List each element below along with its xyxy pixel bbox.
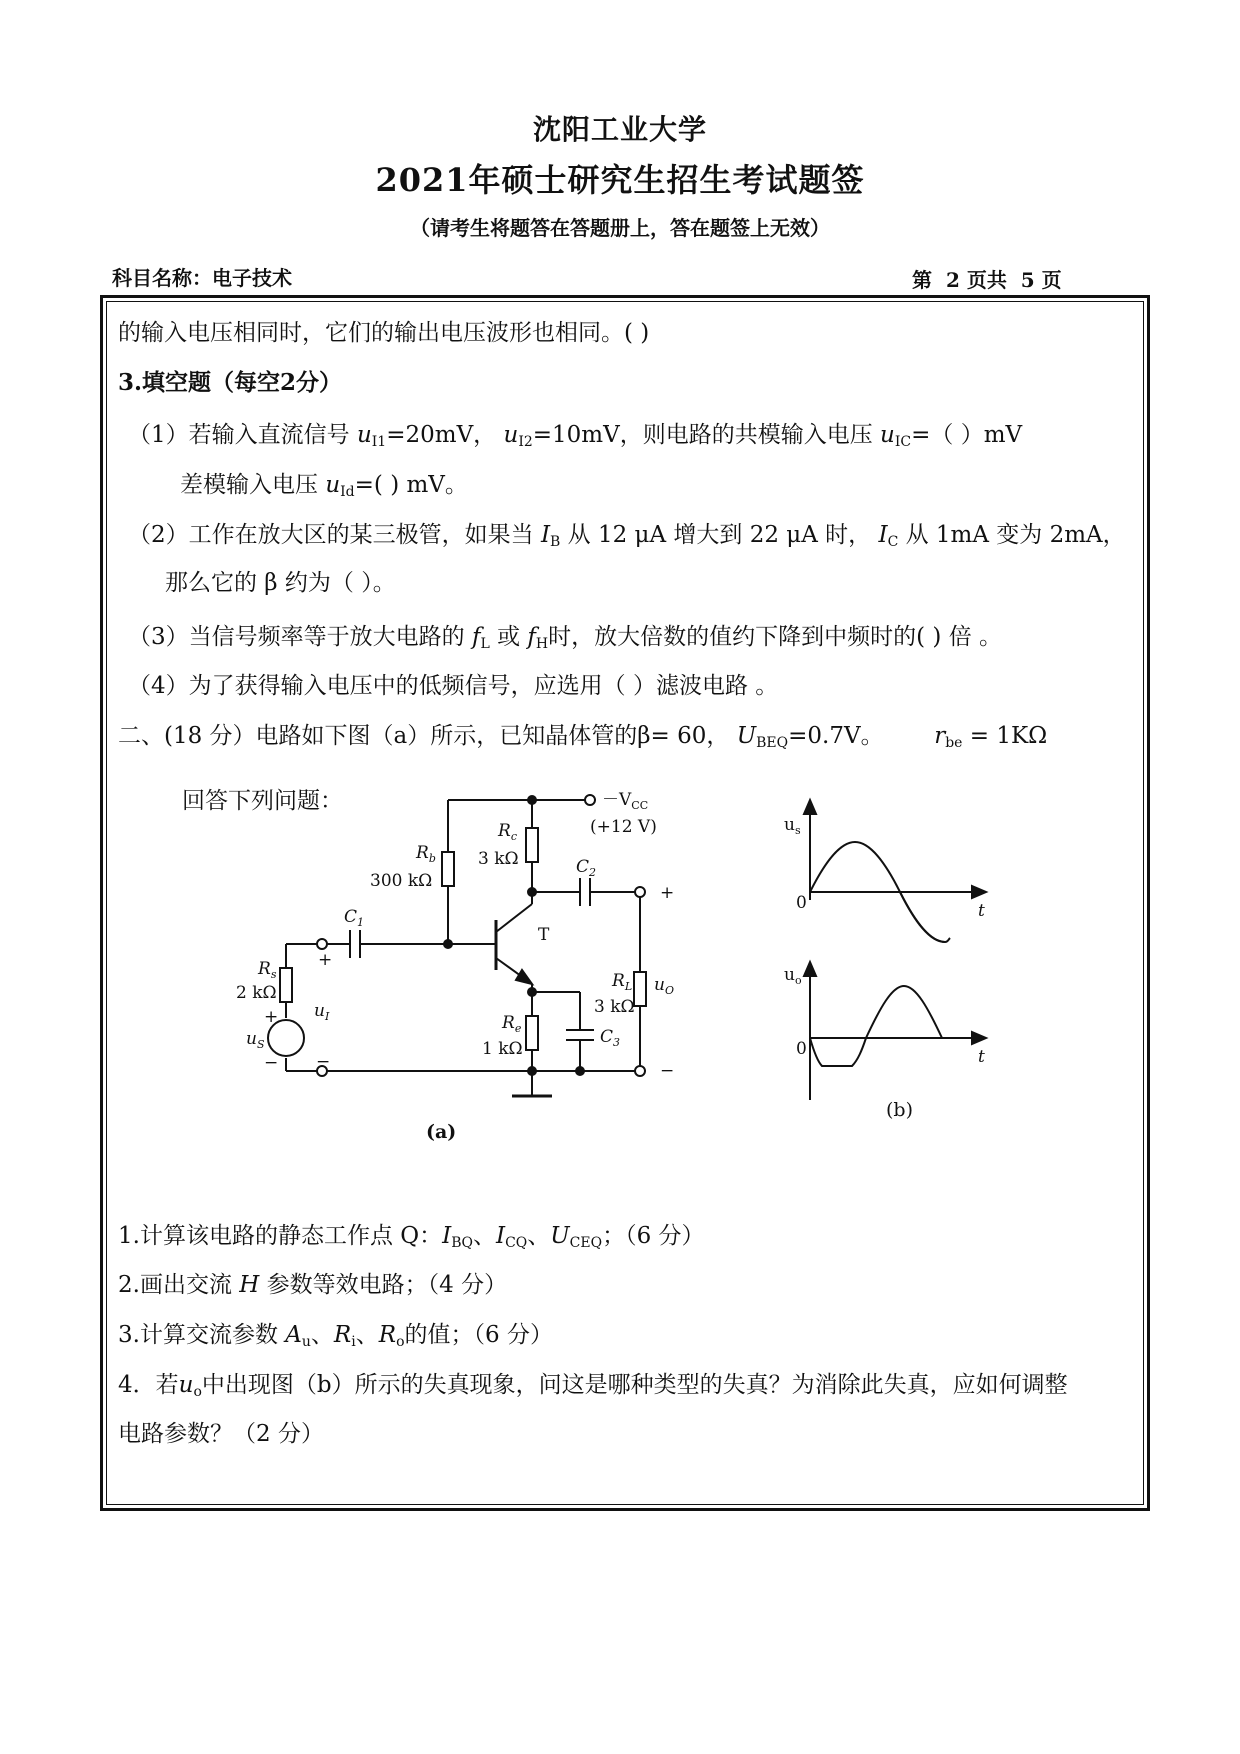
c1-label: $C_1$ [344,907,365,929]
ui-label: $u_I$ [314,1001,330,1023]
uo-distorted-wave [810,986,942,1066]
part2-ubeq: U [736,723,757,749]
c3-label: $C_3$ [600,1027,621,1049]
us-y-arrow [804,800,816,814]
a1-uceq: U [550,1223,570,1249]
part2-rbe-sub: be [945,735,963,751]
re-resistor [526,1016,538,1050]
q1-u12-sub: I2 [518,434,533,450]
question-1-line1 [128,420,1022,450]
q2-ib-sub: B [550,534,561,550]
a1-icq-sub: CQ [505,1235,528,1251]
a1-icq: I [495,1223,506,1249]
task-4-line1 [118,1370,1068,1400]
c2-label: $C_2$ [576,857,597,879]
a3-sep1: 、 [310,1322,334,1348]
emitter-arrow [516,970,532,984]
part2-rbe: r [934,723,946,749]
question-2-line1 [128,520,1126,550]
circuit-diagram [236,780,700,1160]
q3-text-c: 时，放大倍数的值约下降到中频时的( ) 倍 。 [548,624,1003,650]
collector-lead [496,904,532,932]
a3-au-sub: u [301,1334,311,1350]
a1-text-b: ；（6 分） [602,1223,705,1249]
uo-zero-label: 0 [796,1039,807,1059]
a4-uo-sub: o [193,1384,202,1400]
q3-fh-sub: H [535,636,549,652]
q2-text-c: 从 1mA 变为 2mA， [905,522,1126,548]
us-sine-tail [900,892,950,942]
q1-u11-sub: I1 [371,434,387,450]
a3-ri: R [333,1322,352,1348]
part2-text-a: 二、(18 分）电路如下图（a）所示，已知晶体管的β= 60， [118,723,730,749]
q2-ic-sub: C [887,534,899,550]
task-3 [118,1320,553,1350]
a4-uo: u [178,1372,194,1398]
a3-sep2: 、 [355,1322,379,1348]
a3-ro: R [378,1322,397,1348]
rc-resistor [526,828,538,862]
q1-text-b: =20mV， [386,422,497,448]
a1-ibq-sub: BQ [451,1235,473,1251]
uo-label: $u_O$ [654,975,674,997]
waveform-caption: (b) [886,1099,913,1121]
q3-fl-sub: L [480,636,490,652]
page-total: 5 [1020,268,1035,292]
page-info [912,264,1062,293]
q3-fh: f [527,624,536,650]
a3-ro-sub: o [396,1334,405,1350]
rc-label: $R_c$ [498,821,517,843]
a1-uceq-sub: CEQ [569,1235,603,1251]
rl-value: 3 kΩ [594,997,635,1017]
question-1-line2 [180,470,468,500]
uo-axis-label: $u_o$ [784,965,802,987]
q2-ic: I [878,522,888,548]
output-plus: + [660,883,675,903]
q3-fl: f [471,624,481,650]
rb-value: 300 kΩ [370,871,433,891]
q1-line2-a: 差模输入电压 [180,472,318,498]
uo-y-arrow [804,962,816,976]
a3-text-a: 3.计算交流参数 [118,1322,278,1348]
c3-ground-node [576,1067,584,1075]
output-plus-terminal [635,887,645,897]
subject-name: 科目名称：电子技术 [112,266,292,290]
vcc-value: (+12 V) [590,817,657,837]
output-minus: − [660,1061,675,1081]
a1-sep1: 、 [472,1223,496,1249]
us-label: $u_S$ [246,1029,265,1051]
a3-text-b: 的值；（6 分） [404,1322,553,1348]
task-4-line2: 电路参数？（2 分） [118,1421,324,1447]
output-minus-terminal [635,1066,645,1076]
a1-ibq: I [442,1223,452,1249]
exam-notice: （请考生将题答在答题册上，答在题签上无效） [410,216,830,240]
part2-text-c: = 1KΩ [969,723,1048,749]
ui-minus: − [316,1052,331,1072]
question-3 [128,622,1002,652]
page-mid: 页共 [966,268,1007,292]
rl-label: $R_L$ [612,971,633,993]
q1-u11: u [356,422,372,448]
us-plus: + [264,1007,279,1027]
q1-uid: u [325,472,341,498]
q1-u12: u [503,422,519,448]
question-2-line2: 那么它的 β 约为（ ）。 [165,570,396,596]
q1-line2-b: =( ) mV。 [354,472,468,498]
exam-title: 2021年硕士研究生招生考试题签 [375,161,865,199]
task-2 [118,1270,507,1300]
uo-t-label: t [978,1047,985,1067]
q1-uic: u [880,422,895,448]
a4-text-a: 4．若 [118,1372,179,1398]
part2-text-b: =0.7V。 [788,723,884,749]
vcc-terminal [585,795,595,805]
q2-ib: I [540,522,551,548]
re-label: $R_e$ [502,1013,522,1035]
page-suffix: 页 [1041,268,1062,292]
rl-resistor [634,972,646,1006]
answer-below-label: 回答下列问题： [182,788,343,814]
input-plus-terminal [317,939,327,949]
a2-h: H [239,1272,260,1298]
a2-text-b: 参数等效电路；（4 分） [266,1272,508,1298]
rs-resistor [280,968,292,1002]
vcc-label: $-V_{CC}$ [602,790,649,812]
a3-ri-sub: i [351,1334,356,1350]
circuit-caption: (a) [426,1121,457,1143]
us-zero-label: 0 [796,893,807,913]
a1-text-a: 1.计算该电路的静态工作点 Q： [118,1223,443,1249]
q1-text-a: （1）若输入直流信号 [128,422,350,448]
q1-uid-sub: Id [340,484,355,500]
page-prefix: 第 [912,268,932,292]
q1-text-c: =10mV，则电路的共模输入电压 [532,422,873,448]
a3-au: A [285,1322,302,1348]
q3-text-b: 或 [497,624,521,650]
q3-text-a: （3）当信号频率等于放大电路的 [128,624,465,650]
q1-text-d: =（ ）mV [911,422,1023,448]
us-t-label: t [978,901,985,921]
part2-ubeq-sub: BEQ [756,735,789,751]
re-value: 1 kΩ [482,1039,523,1059]
a4-text-b: 中出现图（b）所示的失真现象，问这是哪种类型的失真？为消除此失真，应如何调整 [201,1372,1068,1398]
continued-line: 的输入电压相同时，它们的输出电压波形也相同。( ) [118,320,650,346]
us-minus: − [264,1053,279,1073]
school-name: 沈阳工业大学 [532,113,707,146]
part-two-header [118,721,1047,751]
rs-value: 2 kΩ [236,983,277,1003]
a1-sep2: 、 [527,1223,551,1249]
transistor-label: T [538,925,550,945]
question-4: （4）为了获得输入电压中的低频信号，应选用（ ）滤波电路 。 [128,673,779,699]
section3-title: 3.填空题（每空2分） [118,369,343,396]
page-current: 2 [945,268,960,292]
ui-plus: + [318,950,333,970]
q2-text-b: 从 12 μA 增大到 22 μA 时， [567,522,872,548]
uo-x-arrow [972,1032,986,1044]
q1-uic-sub: IC [894,434,912,450]
a2-text-a: 2.画出交流 [118,1272,232,1298]
q2-text-a: （2）工作在放大区的某三极管，如果当 [128,522,534,548]
rs-label: $R_s$ [258,959,277,981]
us-x-arrow [972,886,986,898]
rc-value: 3 kΩ [478,849,519,869]
us-axis-label: $u_s$ [784,815,801,837]
rb-resistor [442,852,454,886]
waveform-diagram [780,800,1000,1130]
task-1 [118,1221,705,1251]
rb-label: $R_b$ [416,843,436,865]
